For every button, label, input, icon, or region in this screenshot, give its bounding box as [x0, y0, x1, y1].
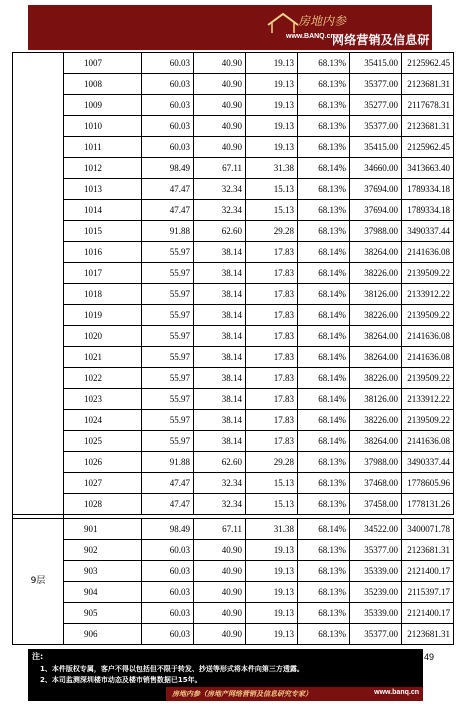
table-cell: 1011 — [64, 137, 142, 158]
table-cell: 17.83 — [246, 284, 298, 305]
table-cell: 903 — [64, 561, 142, 582]
table-cell: 15.13 — [246, 473, 298, 494]
table-cell: 60.03 — [142, 624, 194, 645]
table-cell: 38264.00 — [350, 326, 402, 347]
table-cell: 35339.00 — [350, 561, 402, 582]
table-cell: 38.14 — [194, 389, 246, 410]
table-row — [13, 326, 454, 347]
table-cell: 60.03 — [142, 582, 194, 603]
table-cell: 29.28 — [246, 452, 298, 473]
table-cell: 40.90 — [194, 95, 246, 116]
table-cell: 68.13% — [298, 561, 350, 582]
table-cell: 29.28 — [246, 221, 298, 242]
table-cell: 1023 — [64, 389, 142, 410]
table-cell: 37458.00 — [350, 494, 402, 515]
table-cell: 1789334.18 — [402, 200, 454, 221]
table-cell: 60.03 — [142, 95, 194, 116]
table-cell: 38.14 — [194, 368, 246, 389]
table-cell: 68.13% — [298, 582, 350, 603]
table-cell: 68.14% — [298, 242, 350, 263]
table-cell: 37694.00 — [350, 179, 402, 200]
table-cell: 68.14% — [298, 263, 350, 284]
table-row — [13, 284, 454, 305]
table-cell: 15.13 — [246, 494, 298, 515]
table-cell: 1022 — [64, 368, 142, 389]
table-row — [13, 347, 454, 368]
table-cell: 47.47 — [142, 200, 194, 221]
table-cell: 17.83 — [246, 410, 298, 431]
page-number: 49 — [424, 652, 435, 662]
table-cell: 60.03 — [142, 53, 194, 74]
table-cell: 1017 — [64, 263, 142, 284]
table-row — [13, 221, 454, 242]
table-cell: 60.03 — [142, 74, 194, 95]
table-cell: 40.90 — [194, 137, 246, 158]
footer-brand: 房地内参（房地产网络营销及信息研究专家） — [172, 690, 312, 698]
table-cell: 1020 — [64, 326, 142, 347]
table-cell: 68.14% — [298, 410, 350, 431]
table-cell: 35339.00 — [350, 603, 402, 624]
header-url: www.BANQ.cn — [286, 33, 335, 40]
table-cell: 1010 — [64, 116, 142, 137]
table-row — [13, 540, 454, 561]
table-cell: 2141636.08 — [402, 242, 454, 263]
table-row — [13, 519, 454, 540]
table-cell: 55.97 — [142, 242, 194, 263]
table-cell: 19.13 — [246, 603, 298, 624]
table-cell: 38264.00 — [350, 242, 402, 263]
table-cell: 68.13% — [298, 137, 350, 158]
table-cell: 38226.00 — [350, 410, 402, 431]
table-row — [13, 410, 454, 431]
table-cell: 38126.00 — [350, 389, 402, 410]
table-cell: 68.13% — [298, 116, 350, 137]
table-cell: 2115397.17 — [402, 582, 454, 603]
footer-url: www.banq.cn — [374, 689, 419, 696]
table-row — [13, 624, 454, 645]
table-cell: 1015 — [64, 221, 142, 242]
table-cell: 2139509.22 — [402, 368, 454, 389]
table-cell: 2123681.31 — [402, 540, 454, 561]
table-cell: 68.14% — [298, 326, 350, 347]
table-cell: 34660.00 — [350, 158, 402, 179]
table-cell: 1013 — [64, 179, 142, 200]
table-cell: 2139509.22 — [402, 263, 454, 284]
table-cell: 1007 — [64, 53, 142, 74]
table-cell: 1027 — [64, 473, 142, 494]
table-row — [13, 179, 454, 200]
table-cell: 2141636.08 — [402, 326, 454, 347]
table-cell: 40.90 — [194, 116, 246, 137]
table-cell: 68.13% — [298, 74, 350, 95]
table-cell: 55.97 — [142, 368, 194, 389]
table-cell: 17.83 — [246, 368, 298, 389]
table-row — [13, 242, 454, 263]
table-cell: 1016 — [64, 242, 142, 263]
table-cell: 1789334.18 — [402, 179, 454, 200]
table-cell: 3400071.78 — [402, 519, 454, 540]
table-cell: 38.14 — [194, 263, 246, 284]
table-row — [13, 116, 454, 137]
table-cell: 904 — [64, 582, 142, 603]
table-row — [13, 95, 454, 116]
table-cell: 3490337.44 — [402, 221, 454, 242]
table-cell: 2141636.08 — [402, 347, 454, 368]
table-cell: 60.03 — [142, 116, 194, 137]
table-cell: 2123681.31 — [402, 116, 454, 137]
table-cell: 38226.00 — [350, 263, 402, 284]
table-cell: 38264.00 — [350, 431, 402, 452]
table-cell: 2139509.22 — [402, 305, 454, 326]
table-cell: 2117678.31 — [402, 95, 454, 116]
table-cell: 47.47 — [142, 494, 194, 515]
table-cell: 68.13% — [298, 540, 350, 561]
note-title: 注: — [32, 652, 44, 661]
footer-notes — [28, 649, 423, 701]
table-cell: 68.14% — [298, 389, 350, 410]
table-cell: 38.14 — [194, 431, 246, 452]
table-row — [13, 53, 454, 74]
table-cell: 91.88 — [142, 221, 194, 242]
table-cell: 1021 — [64, 347, 142, 368]
footer-brand-bar — [166, 687, 423, 701]
table-cell: 2141636.08 — [402, 431, 454, 452]
unit-table — [12, 52, 454, 645]
table-row — [13, 389, 454, 410]
table-cell: 38226.00 — [350, 368, 402, 389]
table-cell: 40.90 — [194, 561, 246, 582]
table-cell: 68.14% — [298, 347, 350, 368]
table-cell: 19.13 — [246, 95, 298, 116]
table-cell: 35277.00 — [350, 95, 402, 116]
floor-cell — [13, 53, 64, 515]
table-cell: 68.14% — [298, 431, 350, 452]
table-cell: 55.97 — [142, 263, 194, 284]
table-cell: 32.34 — [194, 473, 246, 494]
header-brand: 房地内参 — [298, 14, 347, 28]
table-cell: 40.90 — [194, 540, 246, 561]
table-cell: 1028 — [64, 494, 142, 515]
table-cell: 37988.00 — [350, 221, 402, 242]
table-cell: 19.13 — [246, 540, 298, 561]
table-cell: 68.13% — [298, 494, 350, 515]
table-cell: 1009 — [64, 95, 142, 116]
table-cell: 55.97 — [142, 347, 194, 368]
table-cell: 68.13% — [298, 624, 350, 645]
table-cell: 15.13 — [246, 179, 298, 200]
table-cell: 47.47 — [142, 473, 194, 494]
table-row — [13, 263, 454, 284]
note-line-1: 1、本件版权专属，客户不得以包括但不限于转发、抄送等形式将本件向第三方透露。 — [40, 665, 304, 673]
table-cell: 2125962.45 — [402, 53, 454, 74]
table-cell: 2121400.17 — [402, 603, 454, 624]
header-banner — [28, 5, 432, 50]
table-cell: 1012 — [64, 158, 142, 179]
table-cell: 1019 — [64, 305, 142, 326]
table-cell: 901 — [64, 519, 142, 540]
table-cell: 1778605.96 — [402, 473, 454, 494]
table-cell: 55.97 — [142, 284, 194, 305]
table-row — [13, 473, 454, 494]
table-cell: 68.14% — [298, 519, 350, 540]
table-cell: 55.97 — [142, 305, 194, 326]
table-row — [13, 368, 454, 389]
table-cell: 17.83 — [246, 242, 298, 263]
table-cell: 35377.00 — [350, 74, 402, 95]
table-cell: 19.13 — [246, 561, 298, 582]
table-cell: 40.90 — [194, 53, 246, 74]
table-cell: 2139509.22 — [402, 410, 454, 431]
table-cell: 19.13 — [246, 137, 298, 158]
table-cell: 40.90 — [194, 603, 246, 624]
table-cell: 68.14% — [298, 305, 350, 326]
table-cell: 68.13% — [298, 473, 350, 494]
table-cell: 32.34 — [194, 179, 246, 200]
table-cell: 68.14% — [298, 158, 350, 179]
table-cell: 17.83 — [246, 389, 298, 410]
table-cell: 19.13 — [246, 74, 298, 95]
table-cell: 902 — [64, 540, 142, 561]
table-cell: 40.90 — [194, 74, 246, 95]
table-cell: 35377.00 — [350, 116, 402, 137]
table-cell: 68.13% — [298, 179, 350, 200]
table-cell: 38.14 — [194, 305, 246, 326]
table-cell: 19.13 — [246, 116, 298, 137]
table-cell: 17.83 — [246, 263, 298, 284]
table-row — [13, 561, 454, 582]
table-cell: 19.13 — [246, 624, 298, 645]
table-cell: 60.03 — [142, 540, 194, 561]
table-cell: 55.97 — [142, 410, 194, 431]
table-cell: 67.11 — [194, 519, 246, 540]
table-cell: 68.13% — [298, 53, 350, 74]
table-cell: 38.14 — [194, 410, 246, 431]
table-cell: 98.49 — [142, 158, 194, 179]
table-cell: 1024 — [64, 410, 142, 431]
table-cell: 2121400.17 — [402, 561, 454, 582]
table-cell: 3490337.44 — [402, 452, 454, 473]
table-cell: 37694.00 — [350, 200, 402, 221]
table-row — [13, 137, 454, 158]
house-logo-icon — [266, 11, 300, 35]
table-cell: 38.14 — [194, 326, 246, 347]
table-cell: 37988.00 — [350, 452, 402, 473]
table-cell: 38.14 — [194, 284, 246, 305]
table-cell: 17.83 — [246, 347, 298, 368]
table-row — [13, 200, 454, 221]
note-line-2: 2、本司监测深圳楼市动态及楼市销售数据已15年。 — [40, 676, 202, 684]
table-cell: 2133912.22 — [402, 389, 454, 410]
table-cell: 62.60 — [194, 221, 246, 242]
table-row — [13, 452, 454, 473]
table-cell: 17.83 — [246, 305, 298, 326]
table-cell: 17.83 — [246, 326, 298, 347]
table-row — [13, 158, 454, 179]
table-cell: 17.83 — [246, 431, 298, 452]
table-row — [13, 582, 454, 603]
table-row — [13, 74, 454, 95]
table-cell: 32.34 — [194, 494, 246, 515]
table-row — [13, 431, 454, 452]
header-title: 网络营销及信息研 — [332, 33, 430, 47]
table-cell: 40.90 — [194, 582, 246, 603]
table-cell: 60.03 — [142, 603, 194, 624]
table-cell: 31.38 — [246, 158, 298, 179]
table-cell: 37468.00 — [350, 473, 402, 494]
table-cell: 35377.00 — [350, 624, 402, 645]
table-cell: 98.49 — [142, 519, 194, 540]
table-cell: 1026 — [64, 452, 142, 473]
table-cell: 35377.00 — [350, 540, 402, 561]
table-cell: 60.03 — [142, 137, 194, 158]
table-cell: 68.13% — [298, 200, 350, 221]
table-cell: 2125962.45 — [402, 137, 454, 158]
table-cell: 1008 — [64, 74, 142, 95]
table-cell: 35415.00 — [350, 137, 402, 158]
table-cell: 55.97 — [142, 389, 194, 410]
table-cell: 68.13% — [298, 95, 350, 116]
table-row — [13, 603, 454, 624]
table-cell: 38126.00 — [350, 284, 402, 305]
table-cell: 1014 — [64, 200, 142, 221]
table-cell: 60.03 — [142, 561, 194, 582]
table-cell: 906 — [64, 624, 142, 645]
table-cell: 47.47 — [142, 179, 194, 200]
table-cell: 905 — [64, 603, 142, 624]
table-cell: 38.14 — [194, 347, 246, 368]
table-cell: 2133912.22 — [402, 284, 454, 305]
table-cell: 62.60 — [194, 452, 246, 473]
table-cell: 91.88 — [142, 452, 194, 473]
table-cell: 68.13% — [298, 603, 350, 624]
table-row — [13, 305, 454, 326]
table-cell: 1018 — [64, 284, 142, 305]
table-cell: 19.13 — [246, 582, 298, 603]
table-cell: 31.38 — [246, 519, 298, 540]
table-cell: 3413663.40 — [402, 158, 454, 179]
table-cell: 68.13% — [298, 452, 350, 473]
table-cell: 1778131.26 — [402, 494, 454, 515]
table-cell: 68.14% — [298, 368, 350, 389]
table-cell: 2123681.31 — [402, 624, 454, 645]
table-cell: 15.13 — [246, 200, 298, 221]
table-cell: 38264.00 — [350, 347, 402, 368]
table-cell: 55.97 — [142, 431, 194, 452]
table-cell: 35239.00 — [350, 582, 402, 603]
table-cell: 38226.00 — [350, 305, 402, 326]
table-cell: 34522.00 — [350, 519, 402, 540]
table-cell: 35415.00 — [350, 53, 402, 74]
table-cell: 19.13 — [246, 53, 298, 74]
table-cell: 68.14% — [298, 284, 350, 305]
table-cell: 1025 — [64, 431, 142, 452]
table-cell: 32.34 — [194, 200, 246, 221]
table-row — [13, 494, 454, 515]
floor-label: 9层 — [13, 519, 64, 645]
table-cell: 2123681.31 — [402, 74, 454, 95]
table-cell: 68.13% — [298, 221, 350, 242]
table-cell: 40.90 — [194, 624, 246, 645]
table-cell: 67.11 — [194, 158, 246, 179]
table-cell: 38.14 — [194, 242, 246, 263]
table-cell: 55.97 — [142, 326, 194, 347]
